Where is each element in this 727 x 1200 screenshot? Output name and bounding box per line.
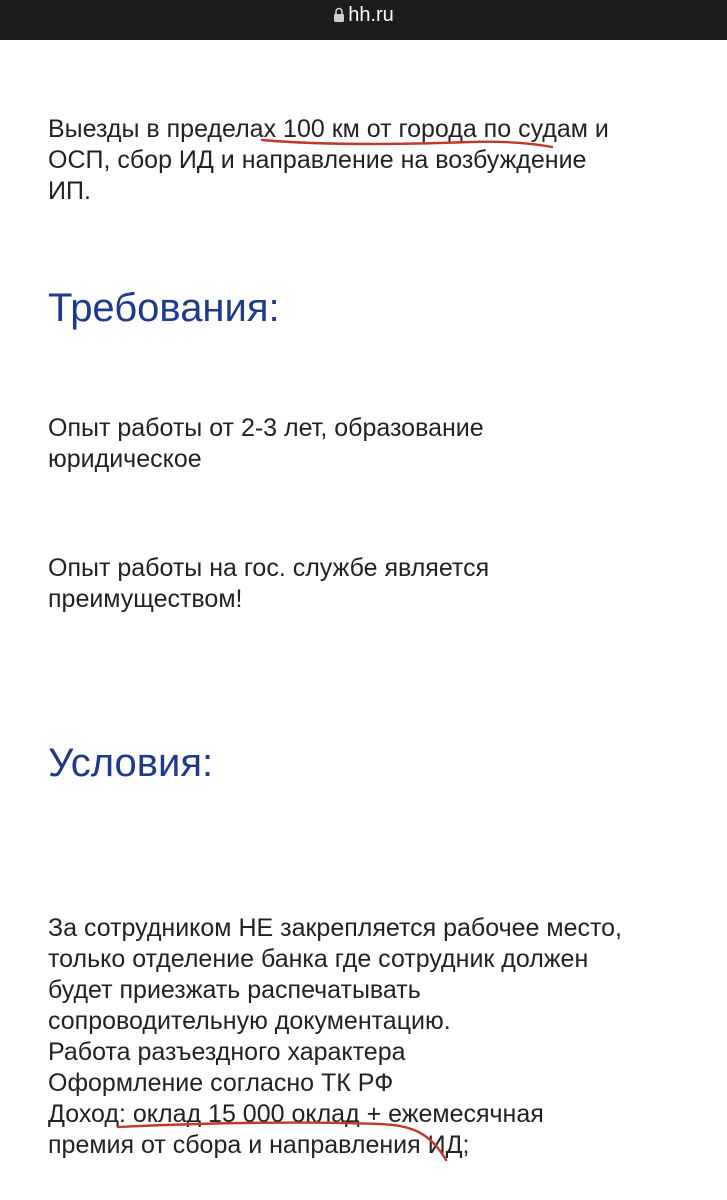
url-display[interactable]: [0, 4, 727, 28]
lock-icon: [333, 6, 345, 28]
requirements-heading: Требования:: [48, 286, 280, 330]
url-text: hh.ru: [348, 4, 394, 26]
conditions-paragraph: За сотрудником НЕ закрепляется рабочее место, только отделение банка где сотрудник должен будет приезжать распечатывать сопроводительную документацию. Работа разъездного характера Оформление согласно ТК РФ Доход: оклад 15 000 оклад + ежемесячная премия от сбора и направления ИД;: [48, 914, 622, 1159]
browser-address-bar[interactable]: [0, 0, 727, 40]
conditions-heading: Условия:: [48, 741, 214, 785]
trips-paragraph: Выезды в пределах 100 км от города по судам и ОСП, сбор ИД и направление на возбуждение ИП.: [48, 115, 609, 205]
requirements-gov-service: Опыт работы на гос. службе является преимуществом!: [48, 554, 490, 613]
requirements-experience: Опыт работы от 2-3 лет, образование юридическое: [48, 414, 484, 473]
